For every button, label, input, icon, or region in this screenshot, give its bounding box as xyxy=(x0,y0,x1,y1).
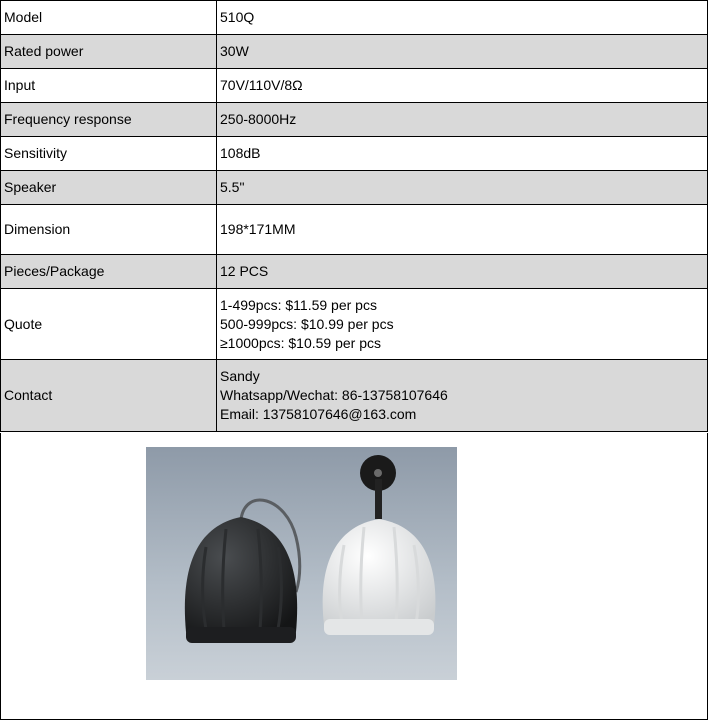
spec-value xyxy=(217,1,708,35)
spec-value xyxy=(217,360,708,432)
spec-value-line: 250-8000Hz xyxy=(220,111,297,127)
spec-label: Dimension xyxy=(1,205,217,255)
product-photo xyxy=(146,447,457,680)
spec-value xyxy=(217,255,708,289)
spec-value-line: Email: 13758107646@163.com xyxy=(220,406,417,422)
spec-value-line: 510Q xyxy=(220,9,255,25)
spec-value-line: 500-999pcs: $10.99 per pcs xyxy=(220,315,394,332)
spec-row xyxy=(1,289,708,360)
spec-row xyxy=(1,255,708,289)
spec-row xyxy=(1,69,708,103)
spec-label: Input xyxy=(1,69,217,103)
spec-label: Model xyxy=(1,1,217,35)
spec-row xyxy=(1,103,708,137)
spec-value-line: Whatsapp/Wechat: 86-13758107646 xyxy=(220,387,448,403)
spec-value-line: 198*171MM xyxy=(220,221,296,237)
spec-row xyxy=(1,171,708,205)
spec-value-line: 108dB xyxy=(220,145,261,161)
spec-label: Speaker xyxy=(1,171,217,205)
spec-value xyxy=(217,289,708,360)
spec-row xyxy=(1,360,708,432)
spec-value xyxy=(217,103,708,137)
spec-value xyxy=(217,205,708,255)
spec-label: Sensitivity xyxy=(1,137,217,171)
spec-label: Rated power xyxy=(1,35,217,69)
product-photo-cell xyxy=(0,433,708,720)
spec-value-line: 1-499pcs: $11.59 per pcs xyxy=(220,296,377,313)
spec-value-line: 5.5" xyxy=(220,179,245,195)
spec-row xyxy=(1,205,708,255)
spec-value-line: 70V/110V/8Ω xyxy=(220,77,303,93)
spec-value xyxy=(217,171,708,205)
spec-value xyxy=(217,69,708,103)
spec-label: Quote xyxy=(1,289,217,360)
spec-value-line: Sandy xyxy=(220,368,260,384)
spec-label: Frequency response xyxy=(1,103,217,137)
spec-value-line: 30W xyxy=(220,43,249,59)
spec-value xyxy=(217,35,708,69)
spec-value-line: ≥1000pcs: $10.59 per pcs xyxy=(220,334,382,351)
spec-label: Pieces/Package xyxy=(1,255,217,289)
spec-row xyxy=(1,137,708,171)
spec-value xyxy=(217,137,708,171)
spec-label: Contact xyxy=(1,360,217,432)
spec-row xyxy=(1,35,708,69)
spec-value-line: 12 PCS xyxy=(220,263,269,279)
spec-row xyxy=(1,1,708,35)
